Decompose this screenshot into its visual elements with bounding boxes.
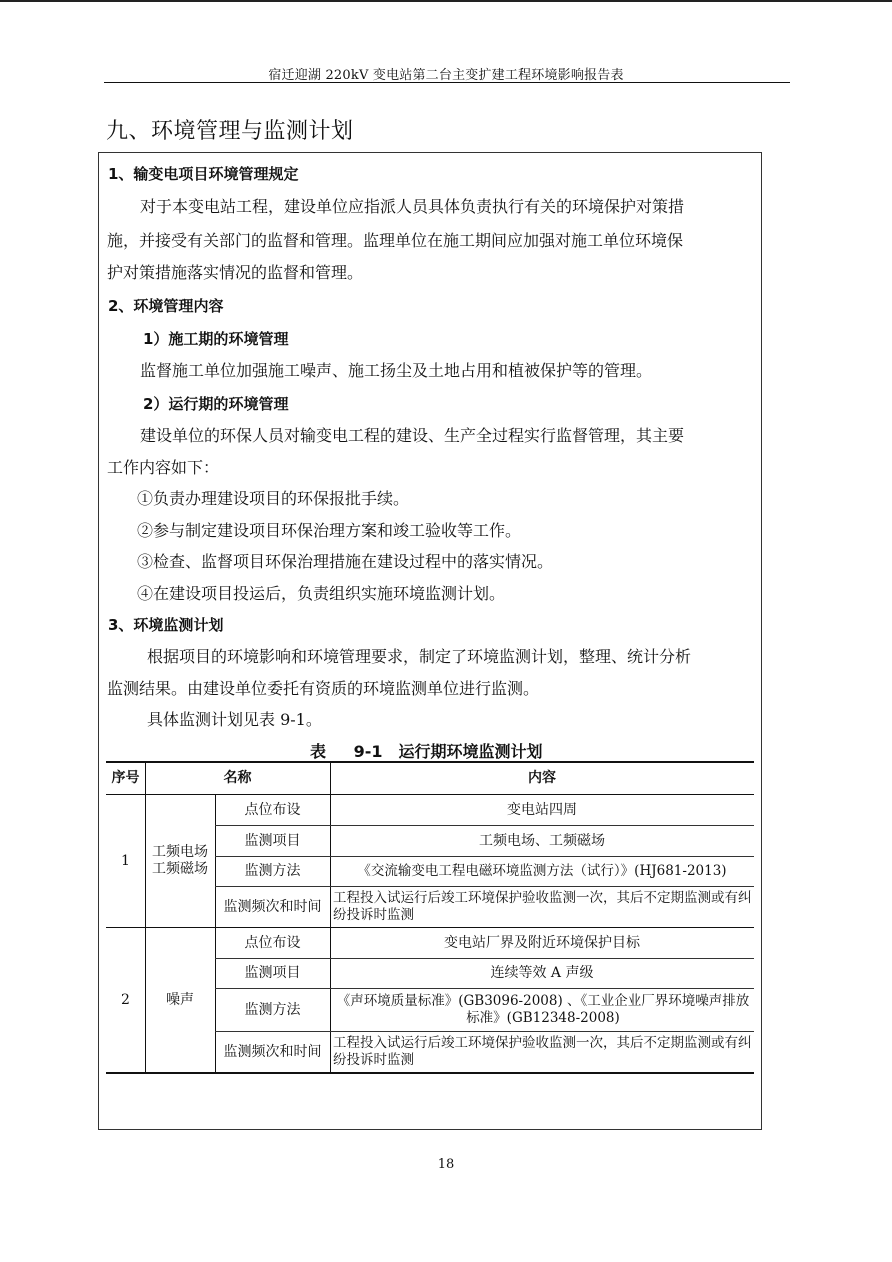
- heading-management-rules: 1、输变电项目环境管理规定: [108, 165, 299, 183]
- table-cell-content: 《声环境质量标准》(GB3096-2008) 、《工业企业厂界环境噪声排放标准》(GB12348-2008): [336, 993, 750, 1026]
- table-cell-item: 监测项目: [244, 965, 301, 981]
- paragraph-line: 施，并接受有关部门的监督和管理。监理单位在施工期间应加强对施工单位环境保: [107, 231, 684, 250]
- header-cell-content: 内容: [528, 770, 556, 786]
- subheading-construction: 1）施工期的环境管理: [143, 330, 289, 348]
- paragraph-line: 监督施工单位加强施工噪声、施工扬尘及土地占用和植被保护等的管理。: [140, 361, 653, 380]
- list-item: ④在建设项目投运后，负责组织实施环境监测计划。: [137, 584, 506, 603]
- heading-management-content: 2、环境管理内容: [108, 297, 224, 315]
- table-cell-item: 监测方法: [244, 863, 301, 879]
- table-cell-content: 工程投入试运行后竣工环境保护验收监测一次，其后不定期监测或有纠纷投诉时监测: [333, 1035, 752, 1068]
- heading-monitoring-plan: 3、环境监测计划: [108, 616, 224, 634]
- paragraph-line: 根据项目的环境影响和环境管理要求，制定了环境监测计划，整理、统计分析: [147, 647, 692, 666]
- table-cell-item: 监测频次和时间: [223, 898, 322, 915]
- paragraph-line: 对于本变电站工程，建设单位应指派人员具体负责执行有关的环境保护对策措: [140, 197, 685, 216]
- table-cell-no: 1: [121, 852, 130, 869]
- header-cell-no: 序号: [111, 770, 140, 786]
- page-number: 18: [437, 1157, 455, 1172]
- paragraph-line: 护对策措施落实情况的监督和管理。: [107, 263, 364, 282]
- header-rule: [104, 82, 790, 83]
- table-cell-factor: [145, 928, 215, 1072]
- table-cell-item: 点位布设: [244, 801, 301, 818]
- list-item: ②参与制定建设项目环保治理方案和竣工验收等工作。: [137, 521, 522, 540]
- table-caption: 表 9-1 运行期环境监测计划: [310, 742, 543, 761]
- table-cell-factor: [145, 795, 215, 927]
- table-cell-content: 《交流输变电工程电磁环境监测方法（试行）》(HJ681-2013): [357, 863, 727, 879]
- table-cell-content: 工频电场、工频磁场: [479, 832, 605, 849]
- table-cell-item: 监测方法: [244, 1001, 301, 1018]
- factor-line: 工频磁场: [152, 861, 208, 877]
- paragraph-line: 具体监测计划见表 9-1。: [147, 710, 322, 729]
- top-border: [0, 0, 892, 2]
- table-cell-content: 变电站四周: [507, 801, 577, 818]
- header-cell-name: 名称: [223, 770, 252, 786]
- table-cell-content: 连续等效 A 声级: [490, 965, 594, 981]
- table-cell-content: 变电站厂界及附近环境保护目标: [444, 934, 640, 951]
- paragraph-line: 建设单位的环保人员对输变电工程的建设、生产全过程实行监督管理，其主要: [140, 426, 685, 445]
- factor-line: 噪声: [166, 991, 194, 1008]
- table-cell-no: 2: [121, 991, 130, 1008]
- list-item: ③检查、监督项目环保治理措施在建设过程中的落实情况。: [137, 552, 554, 571]
- table-cell-content: 工程投入试运行后竣工环境保护验收监测一次，其后不定期监测或有纠纷投诉时监测: [333, 890, 752, 923]
- table-bottom-rule: [106, 1072, 754, 1074]
- paragraph-line: 监测结果。由建设单位委托有资质的环境监测单位进行监测。: [107, 679, 540, 698]
- running-header: 宿迁迎湖 220kV 变电站第二台主变扩建工程环境影响报告表: [268, 68, 624, 83]
- list-item: ①负责办理建设项目的环保报批手续。: [137, 489, 410, 508]
- paragraph-line: 工作内容如下：: [107, 458, 220, 477]
- table-cell-item: 监测频次和时间: [223, 1043, 322, 1060]
- table-cell-item: 监测项目: [244, 832, 301, 849]
- table-cell-item: 点位布设: [244, 934, 301, 951]
- factor-line: 工频电场: [152, 844, 208, 860]
- section-title: 九、环境管理与监测计划: [106, 119, 354, 144]
- subheading-operation: 2）运行期的环境管理: [143, 395, 289, 413]
